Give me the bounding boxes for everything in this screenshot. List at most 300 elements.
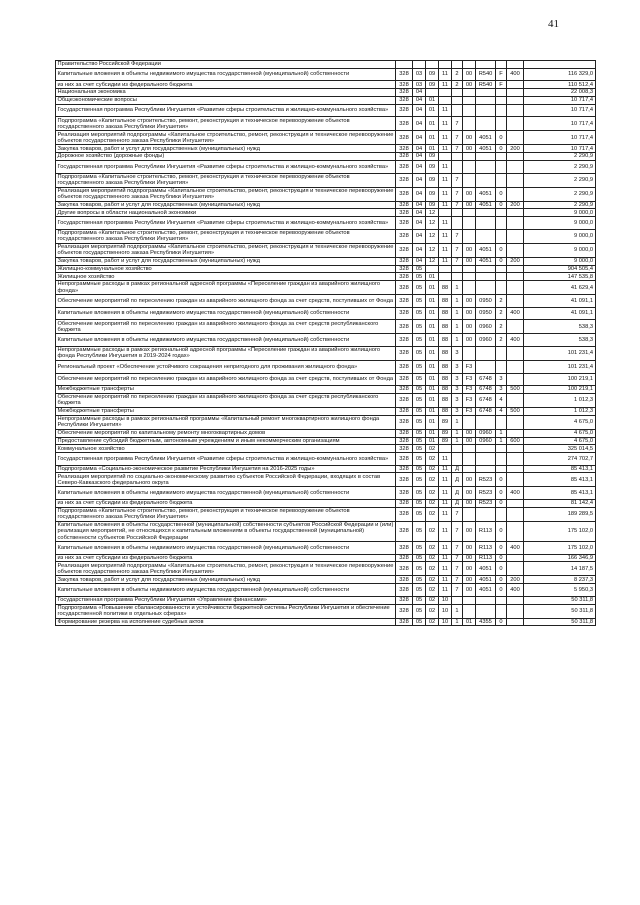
table-row: [56, 334, 596, 347]
row-code-1: 328: [396, 201, 413, 209]
row-amount: 10 717,4: [524, 96, 596, 104]
row-code-6: F3: [463, 393, 476, 407]
row-code-8: 0: [496, 500, 507, 508]
row-code-3: 01: [426, 307, 439, 320]
row-name: Государственная программа Республики Ингушетия «Развитие сферы строительства и жилищно-коммунального хозяйства»: [56, 104, 396, 117]
row-code-7: 4051: [476, 131, 496, 145]
row-code-8: [496, 507, 507, 521]
row-code-2: 04: [413, 187, 426, 201]
row-code-5: [452, 89, 463, 97]
row-code-9: 200: [507, 576, 524, 584]
row-amount: 100 219,1: [524, 373, 596, 386]
row-amount: 41 091,1: [524, 307, 596, 320]
row-code-6: [463, 229, 476, 243]
row-code-8: [496, 104, 507, 117]
row-code-8: [496, 160, 507, 173]
row-code-3: 01: [426, 386, 439, 394]
row-code-3: 01: [426, 393, 439, 407]
row-code-2: 04: [413, 104, 426, 117]
table-row: [56, 453, 596, 466]
row-code-1: 328: [396, 243, 413, 257]
row-code-6: [463, 281, 476, 295]
row-code-1: 328: [396, 596, 413, 604]
row-code-8: 3: [496, 386, 507, 394]
row-name: Подпрограмма «Повышение сбалансированности и устойчивости бюджетной системы Республики Ингушетия и обеспечение государственной политики в отдельных сферах»: [56, 604, 396, 618]
row-code-5: 7: [452, 584, 463, 597]
row-code-3: 02: [426, 473, 439, 487]
row-code-6: 00: [463, 542, 476, 555]
row-code-6: 00: [463, 81, 476, 89]
row-code-2: 05: [413, 373, 426, 386]
row-amount: 8 237,3: [524, 576, 596, 584]
row-code-2: 04: [413, 96, 426, 104]
row-amount: 100 219,1: [524, 386, 596, 394]
row-code-9: [507, 346, 524, 360]
row-amount: 81 142,4: [524, 500, 596, 508]
row-code-3: 02: [426, 453, 439, 466]
row-code-2: 04: [413, 89, 426, 97]
row-code-8: 1: [496, 437, 507, 445]
row-code-6: [463, 153, 476, 161]
row-code-6: [463, 596, 476, 604]
row-code-4: 11: [439, 576, 452, 584]
table-row: [56, 89, 596, 97]
row-name: Дорожное хозяйство (дорожные фонды): [56, 153, 396, 161]
row-code-3: 01: [426, 96, 439, 104]
row-code-2: 05: [413, 295, 426, 308]
row-code-6: 00: [463, 307, 476, 320]
row-amount: 4 675,0: [524, 437, 596, 445]
row-amount: 175 102,0: [524, 521, 596, 541]
table-row: [56, 307, 596, 320]
row-code-3: 09: [426, 153, 439, 161]
row-amount: 9 000,0: [524, 229, 596, 243]
row-code-8: [496, 61, 507, 69]
row-amount: 50 311,8: [524, 618, 596, 626]
row-code-4: 89: [439, 429, 452, 437]
row-code-1: 328: [396, 229, 413, 243]
row-code-4: 11: [439, 521, 452, 541]
row-code-3: 02: [426, 500, 439, 508]
row-code-9: [507, 89, 524, 97]
row-code-8: [496, 265, 507, 273]
row-name: Непрограммные расходы в рамках региональной адресной программы «Переселение граждан из аварийного жилищного фонда»: [56, 281, 396, 295]
row-code-4: 11: [439, 584, 452, 597]
row-code-8: [496, 415, 507, 429]
row-name: Формирование резерва на исполнение судебных актов: [56, 618, 396, 626]
row-code-5: 3: [452, 373, 463, 386]
row-code-6: 00: [463, 562, 476, 576]
table-row: [56, 117, 596, 131]
row-code-6: 00: [463, 473, 476, 487]
row-name: из них за счет субсидии из федерального бюджета: [56, 554, 396, 562]
row-code-6: 00: [463, 500, 476, 508]
row-code-8: 0: [496, 554, 507, 562]
row-code-4: 11: [439, 562, 452, 576]
row-code-1: 328: [396, 393, 413, 407]
row-code-6: F3: [463, 360, 476, 373]
row-code-2: 05: [413, 265, 426, 273]
row-code-1: 328: [396, 429, 413, 437]
row-name: Обеспечение мероприятий по переселению граждан из аварийного жилищного фонда за счет средств, поступивших от Фонда: [56, 373, 396, 386]
row-code-9: [507, 173, 524, 187]
row-code-4: 11: [439, 81, 452, 89]
row-code-3: 12: [426, 217, 439, 230]
row-code-8: 0: [496, 187, 507, 201]
row-code-1: 328: [396, 145, 413, 153]
row-code-5: [452, 153, 463, 161]
row-amount: 325 014,5: [524, 445, 596, 453]
row-code-1: 328: [396, 265, 413, 273]
row-code-8: [496, 217, 507, 230]
row-code-8: 2: [496, 295, 507, 308]
row-code-7: R540: [476, 68, 496, 81]
row-name: Предоставление субсидий бюджетным, автономным учреждениям и иным некоммерческим организациям: [56, 437, 396, 445]
row-code-7: [476, 415, 496, 429]
row-code-8: 0: [496, 487, 507, 500]
row-code-7: 0960: [476, 320, 496, 334]
row-code-2: 04: [413, 201, 426, 209]
table-row: [56, 487, 596, 500]
table-row: [56, 360, 596, 373]
table-row: [56, 596, 596, 604]
row-code-8: [496, 117, 507, 131]
row-code-1: 328: [396, 217, 413, 230]
row-code-9: [507, 500, 524, 508]
row-code-5: [452, 453, 463, 466]
row-amount: 2 290,9: [524, 173, 596, 187]
row-code-7: 4051: [476, 584, 496, 597]
row-code-4: 88: [439, 393, 452, 407]
row-name: Общеэкономические вопросы: [56, 96, 396, 104]
row-code-8: [496, 445, 507, 453]
row-code-1: 328: [396, 542, 413, 555]
row-name: Обеспечение мероприятий по переселению граждан из аварийного жилищного фонда за счет средств республиканского бюджета: [56, 393, 396, 407]
row-code-9: [507, 273, 524, 281]
row-code-9: [507, 429, 524, 437]
row-code-5: 1: [452, 437, 463, 445]
row-code-4: [439, 96, 452, 104]
row-code-4: [439, 209, 452, 217]
row-code-2: 04: [413, 257, 426, 265]
row-code-4: 11: [439, 187, 452, 201]
row-code-2: 05: [413, 281, 426, 295]
table-row: [56, 429, 596, 437]
row-code-9: [507, 281, 524, 295]
row-code-4: 11: [439, 507, 452, 521]
row-code-3: 02: [426, 507, 439, 521]
row-code-1: 328: [396, 281, 413, 295]
row-code-2: 05: [413, 407, 426, 415]
row-code-7: [476, 160, 496, 173]
row-code-7: [476, 89, 496, 97]
row-code-7: [476, 265, 496, 273]
row-code-9: [507, 562, 524, 576]
row-code-7: [476, 453, 496, 466]
row-code-4: 10: [439, 596, 452, 604]
row-code-2: 05: [413, 542, 426, 555]
row-name: Реализация мероприятий по социально-экономическому развитию субъектов Российской Федерации, входящих в состав Северо-Кавказского федерального округа: [56, 473, 396, 487]
row-code-1: 328: [396, 295, 413, 308]
row-code-2: 05: [413, 334, 426, 347]
row-code-6: [463, 160, 476, 173]
row-code-7: R540: [476, 81, 496, 89]
row-code-5: Д: [452, 465, 463, 473]
row-code-9: 200: [507, 145, 524, 153]
row-code-2: 05: [413, 429, 426, 437]
row-code-2: 04: [413, 145, 426, 153]
row-code-6: [463, 346, 476, 360]
row-code-2: 05: [413, 618, 426, 626]
row-code-1: 328: [396, 96, 413, 104]
row-code-5: 7: [452, 145, 463, 153]
row-code-3: 02: [426, 604, 439, 618]
row-amount: 10 717,4: [524, 117, 596, 131]
row-name: Подпрограмма «Капитальное строительство, ремонт, реконструкция и техническое перевооружение объектов государственного заказа Республики Ингушетия»: [56, 507, 396, 521]
row-code-9: 400: [507, 542, 524, 555]
row-name: из них за счет субсидии из федерального бюджета: [56, 81, 396, 89]
row-code-3: 02: [426, 554, 439, 562]
row-code-6: [463, 104, 476, 117]
row-code-4: 11: [439, 104, 452, 117]
table-row: [56, 281, 596, 295]
row-code-4: 88: [439, 334, 452, 347]
row-code-5: [452, 61, 463, 69]
row-code-4: [439, 273, 452, 281]
row-code-2: 05: [413, 453, 426, 466]
row-code-7: 4355: [476, 618, 496, 626]
row-code-4: 88: [439, 307, 452, 320]
row-code-3: 12: [426, 209, 439, 217]
row-code-2: 05: [413, 465, 426, 473]
table-row: [56, 257, 596, 265]
row-code-3: 02: [426, 562, 439, 576]
row-code-5: 7: [452, 201, 463, 209]
row-amount: [524, 61, 596, 69]
row-code-4: [439, 89, 452, 97]
row-name: из них за счет субсидии из федерального бюджета: [56, 500, 396, 508]
row-name: Региональный проект «Обеспечение устойчивого сокращения непригодного для проживания жилищного фонда»: [56, 360, 396, 373]
row-code-9: [507, 393, 524, 407]
row-code-5: Д: [452, 473, 463, 487]
table-row: [56, 131, 596, 145]
row-code-5: 1: [452, 618, 463, 626]
row-code-5: 7: [452, 187, 463, 201]
row-code-9: [507, 153, 524, 161]
row-code-3: 09: [426, 160, 439, 173]
row-name: Реализация мероприятий подпрограммы «Капитальное строительство, ремонт, реконструкция и техническое перевооружение объектов государственного заказа Республики Ингушетия»: [56, 562, 396, 576]
row-code-2: 05: [413, 320, 426, 334]
row-code-5: 2: [452, 81, 463, 89]
row-code-6: [463, 217, 476, 230]
row-code-1: 328: [396, 500, 413, 508]
row-code-9: [507, 453, 524, 466]
row-code-3: [426, 61, 439, 69]
row-code-9: [507, 465, 524, 473]
row-code-3: 09: [426, 201, 439, 209]
row-code-6: 00: [463, 257, 476, 265]
row-code-9: [507, 265, 524, 273]
table-row: [56, 554, 596, 562]
row-amount: 5 950,3: [524, 584, 596, 597]
row-code-8: 0: [496, 562, 507, 576]
row-code-1: 328: [396, 160, 413, 173]
row-code-5: 7: [452, 554, 463, 562]
row-code-9: 400: [507, 68, 524, 81]
row-code-7: 4051: [476, 145, 496, 153]
row-code-1: 328: [396, 445, 413, 453]
row-name: Национальная экономика: [56, 89, 396, 97]
row-code-1: 328: [396, 562, 413, 576]
row-amount: 85 413,1: [524, 465, 596, 473]
row-code-9: [507, 618, 524, 626]
row-code-7: 4051: [476, 562, 496, 576]
row-amount: 22 008,3: [524, 89, 596, 97]
table-row: [56, 243, 596, 257]
row-code-7: 6748: [476, 393, 496, 407]
row-code-9: [507, 521, 524, 541]
row-code-5: 7: [452, 562, 463, 576]
row-name: Государственная программа Республики Ингушетия «Развитие сферы строительства и жилищно-коммунального хозяйства»: [56, 453, 396, 466]
row-code-3: [426, 89, 439, 97]
row-code-4: 88: [439, 373, 452, 386]
row-code-9: [507, 415, 524, 429]
row-code-5: Д: [452, 487, 463, 500]
row-code-9: [507, 596, 524, 604]
row-code-4: 11: [439, 68, 452, 81]
row-code-8: [496, 346, 507, 360]
row-code-8: 0: [496, 576, 507, 584]
row-code-3: 02: [426, 465, 439, 473]
row-code-7: [476, 281, 496, 295]
row-code-4: [439, 153, 452, 161]
table-row: [56, 201, 596, 209]
row-code-7: [476, 117, 496, 131]
row-code-3: 12: [426, 229, 439, 243]
table-row: [56, 386, 596, 394]
row-code-4: 11: [439, 173, 452, 187]
row-amount: 9 000,0: [524, 217, 596, 230]
row-code-9: [507, 295, 524, 308]
row-code-2: 04: [413, 160, 426, 173]
row-code-8: [496, 229, 507, 243]
row-code-7: 6748: [476, 373, 496, 386]
row-code-9: 200: [507, 201, 524, 209]
row-code-6: 00: [463, 334, 476, 347]
row-code-3: 09: [426, 68, 439, 81]
row-code-4: 11: [439, 500, 452, 508]
row-code-1: 328: [396, 273, 413, 281]
row-code-7: R523: [476, 473, 496, 487]
table-row: [56, 373, 596, 386]
table-row: [56, 393, 596, 407]
row-code-5: [452, 273, 463, 281]
row-code-3: 01: [426, 407, 439, 415]
row-code-3: 01: [426, 104, 439, 117]
row-code-4: 88: [439, 320, 452, 334]
row-code-5: 1: [452, 307, 463, 320]
row-code-3: [426, 265, 439, 273]
row-code-4: 11: [439, 229, 452, 243]
row-code-6: 00: [463, 487, 476, 500]
row-code-8: [496, 360, 507, 373]
table-row: [56, 160, 596, 173]
table-row: [56, 500, 596, 508]
row-code-2: [413, 61, 426, 69]
row-code-9: [507, 104, 524, 117]
row-code-5: [452, 596, 463, 604]
row-code-3: 02: [426, 618, 439, 626]
row-name: Подпрограмма «Капитальное строительство, ремонт, реконструкция и техническое перевооружение объектов государственного заказа Республики Ингушетия»: [56, 117, 396, 131]
table-row: [56, 346, 596, 360]
row-code-6: 00: [463, 201, 476, 209]
row-code-2: 04: [413, 173, 426, 187]
row-code-1: 328: [396, 437, 413, 445]
row-code-5: 7: [452, 131, 463, 145]
row-amount: 110 512,4: [524, 81, 596, 89]
row-code-3: 02: [426, 596, 439, 604]
row-code-1: 328: [396, 104, 413, 117]
row-code-7: 4051: [476, 201, 496, 209]
row-code-7: [476, 465, 496, 473]
row-code-1: 328: [396, 81, 413, 89]
row-code-1: 328: [396, 453, 413, 466]
row-code-7: 6748: [476, 386, 496, 394]
row-name: Подпрограмма «Социально-экономическое развитие Республики Ингушетия на 2016-2025 годы»: [56, 465, 396, 473]
row-code-3: 09: [426, 187, 439, 201]
row-code-9: 400: [507, 334, 524, 347]
row-code-2: 05: [413, 507, 426, 521]
row-name: Жилищное хозяйство: [56, 273, 396, 281]
row-code-3: 01: [426, 334, 439, 347]
row-code-2: 05: [413, 386, 426, 394]
row-amount: 9 000,0: [524, 243, 596, 257]
row-code-5: [452, 160, 463, 173]
row-code-4: [439, 61, 452, 69]
row-code-4: 11: [439, 465, 452, 473]
row-code-2: 05: [413, 604, 426, 618]
row-code-7: 0950: [476, 295, 496, 308]
row-code-5: 3: [452, 393, 463, 407]
row-amount: 189 289,5: [524, 507, 596, 521]
row-code-6: F3: [463, 407, 476, 415]
row-code-2: 05: [413, 473, 426, 487]
row-code-7: R523: [476, 487, 496, 500]
row-code-2: 05: [413, 346, 426, 360]
row-name: Непрограммные расходы в рамках региональной программы «Капитальный ремонт многоквартирного жилищного фонда Республики Ингушетия»: [56, 415, 396, 429]
row-code-9: [507, 160, 524, 173]
row-name: Правительство Российской Федерации: [56, 61, 396, 69]
row-code-9: 500: [507, 407, 524, 415]
table-row: [56, 265, 596, 273]
row-code-5: 7: [452, 243, 463, 257]
row-code-7: 6748: [476, 407, 496, 415]
row-code-3: 01: [426, 295, 439, 308]
row-code-6: 00: [463, 584, 476, 597]
row-amount: 2 290,9: [524, 187, 596, 201]
row-code-3: 02: [426, 576, 439, 584]
row-name: Обеспечение мероприятий по переселению граждан из аварийного жилищного фонда за счет средств, поступивших от Фонда: [56, 295, 396, 308]
row-code-8: 0: [496, 243, 507, 257]
row-code-9: [507, 209, 524, 217]
row-code-1: 328: [396, 473, 413, 487]
row-name: Обеспечение мероприятий по капитальному ремонту многоквартирных домов: [56, 429, 396, 437]
row-amount: 538,3: [524, 320, 596, 334]
row-code-3: 01: [426, 429, 439, 437]
row-code-2: 04: [413, 229, 426, 243]
row-code-8: 4: [496, 393, 507, 407]
table-row: [56, 562, 596, 576]
